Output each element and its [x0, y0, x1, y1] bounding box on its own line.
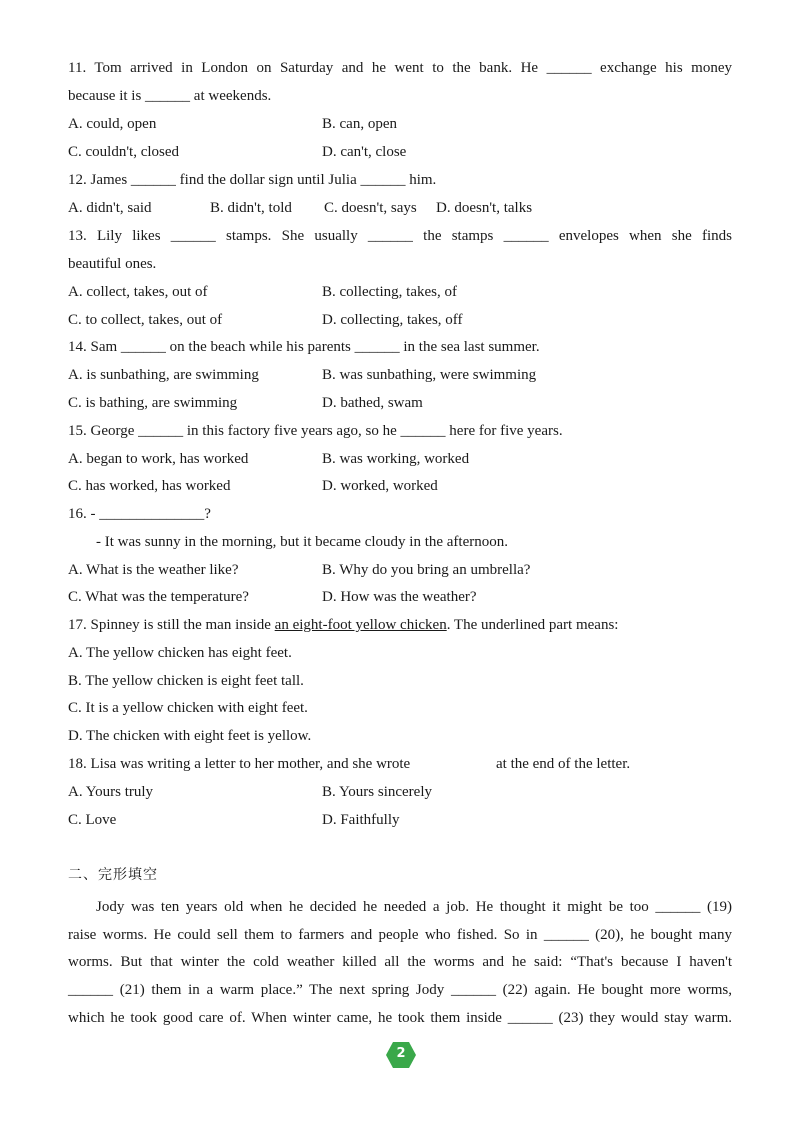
- q15-option-d[interactable]: D. worked, worked: [322, 478, 438, 494]
- cloze-paragraph-line4: ______ (21) them in a warm place.” The next spring Jody ______ (22) again. He bought more worms,: [68, 982, 732, 998]
- q15-stem: 15. George ______ in this factory five years ago, so he ______ here for five years.: [68, 423, 563, 439]
- q12-option-a[interactable]: A. didn't, said: [68, 200, 152, 216]
- q14-option-b[interactable]: B. was sunbathing, were swimming: [322, 367, 537, 383]
- q18-option-d[interactable]: D. Faithfully: [322, 812, 400, 828]
- q14-option-d[interactable]: D. bathed, swam: [322, 395, 423, 411]
- q15-option-a[interactable]: A. began to work, has worked: [68, 451, 249, 467]
- page-number-badge: [386, 1042, 416, 1068]
- q11-option-a[interactable]: A. could, open: [68, 116, 157, 132]
- q17-stem-post: . The underlined part means:: [446, 617, 619, 633]
- q12-option-d[interactable]: D. doesn't, talks: [436, 200, 533, 216]
- q16-option-c[interactable]: C. What was the temperature?: [68, 589, 249, 605]
- q18-option-b[interactable]: B. Yours sincerely: [322, 784, 433, 800]
- q18-stem-pre: 18. Lisa was writing a letter to her mother, and she wrote: [68, 756, 411, 772]
- q11-stem-line1: 11. Tom arrived in London on Saturday and he went to the bank. He ______ exchange his money: [68, 60, 732, 76]
- cloze-paragraph-line3: worms. But that winter the cold weather killed all the worms and he said: “That's because I haven't: [68, 954, 732, 970]
- q16-stem-line2: - It was sunny in the morning, but it became cloudy in the afternoon.: [96, 534, 508, 550]
- q14-option-a[interactable]: A. is sunbathing, are swimming: [68, 367, 259, 383]
- q17-stem-pre: 17. Spinney is still the man inside: [68, 617, 275, 633]
- q15-option-c[interactable]: C. has worked, has worked: [68, 478, 231, 494]
- q12-stem: 12. James ______ find the dollar sign until Julia ______ him.: [68, 172, 437, 188]
- q18-stem-post: at the end of the letter.: [496, 756, 631, 772]
- q16-option-b[interactable]: B. Why do you bring an umbrella?: [322, 562, 531, 578]
- page-number: 2: [396, 1046, 406, 1061]
- cloze-paragraph-line5: which he took good care of. When winter came, he took them inside ______ (23) they would stay warm.: [68, 1010, 732, 1026]
- q13-option-b[interactable]: B. collecting, takes, of: [322, 284, 457, 300]
- q17-option-c[interactable]: C. It is a yellow chicken with eight feet.: [68, 700, 308, 716]
- q17-option-d[interactable]: D. The chicken with eight feet is yellow.: [68, 728, 312, 744]
- q13-option-c[interactable]: C. to collect, takes, out of: [68, 312, 223, 328]
- q11-option-c[interactable]: C. couldn't, closed: [68, 144, 180, 160]
- q17-underlined-phrase: an eight-foot yellow chicken: [274, 617, 447, 633]
- q16-option-a[interactable]: A. What is the weather like?: [68, 562, 239, 578]
- q15-option-b[interactable]: B. was working, worked: [322, 451, 470, 467]
- q13-option-d[interactable]: D. collecting, takes, off: [322, 312, 463, 328]
- q13-option-a[interactable]: A. collect, takes, out of: [68, 284, 208, 300]
- q11-option-d[interactable]: D. can't, close: [322, 144, 407, 160]
- q13-stem-line1: 13. Lily likes ______ stamps. She usually ______ the stamps ______ envelopes when she finds: [68, 228, 732, 244]
- q16-option-d[interactable]: D. How was the weather?: [322, 589, 477, 605]
- q17-stem: [68, 615, 732, 635]
- cloze-paragraph-line2: raise worms. He could sell them to farmers and people who fished. So in ______ (20), he bought many: [68, 927, 732, 943]
- q11-option-b[interactable]: B. can, open: [322, 116, 397, 132]
- q12-option-b[interactable]: B. didn't, told: [210, 200, 292, 216]
- q18-option-a[interactable]: A. Yours truly: [68, 784, 154, 800]
- q13-stem-line2: beautiful ones.: [68, 256, 157, 272]
- q11-stem-line2: because it is ______ at weekends.: [68, 88, 272, 104]
- q14-option-c[interactable]: C. is bathing, are swimming: [68, 395, 238, 411]
- q12-option-c[interactable]: C. doesn't, says: [324, 200, 417, 216]
- q18-option-c[interactable]: C. Love: [68, 812, 117, 828]
- cloze-section-title: 二、完形填空: [68, 867, 158, 883]
- q16-stem-line1: 16. - ______________?: [68, 506, 211, 522]
- q14-stem: 14. Sam ______ on the beach while his parents ______ in the sea last summer.: [68, 339, 540, 355]
- q17-option-a[interactable]: A. The yellow chicken has eight feet.: [68, 645, 292, 661]
- cloze-paragraph-line1: Jody was ten years old when he decided he needed a job. He thought it might be too ______ (19): [96, 899, 732, 915]
- q17-option-b[interactable]: B. The yellow chicken is eight feet tall.: [68, 673, 304, 689]
